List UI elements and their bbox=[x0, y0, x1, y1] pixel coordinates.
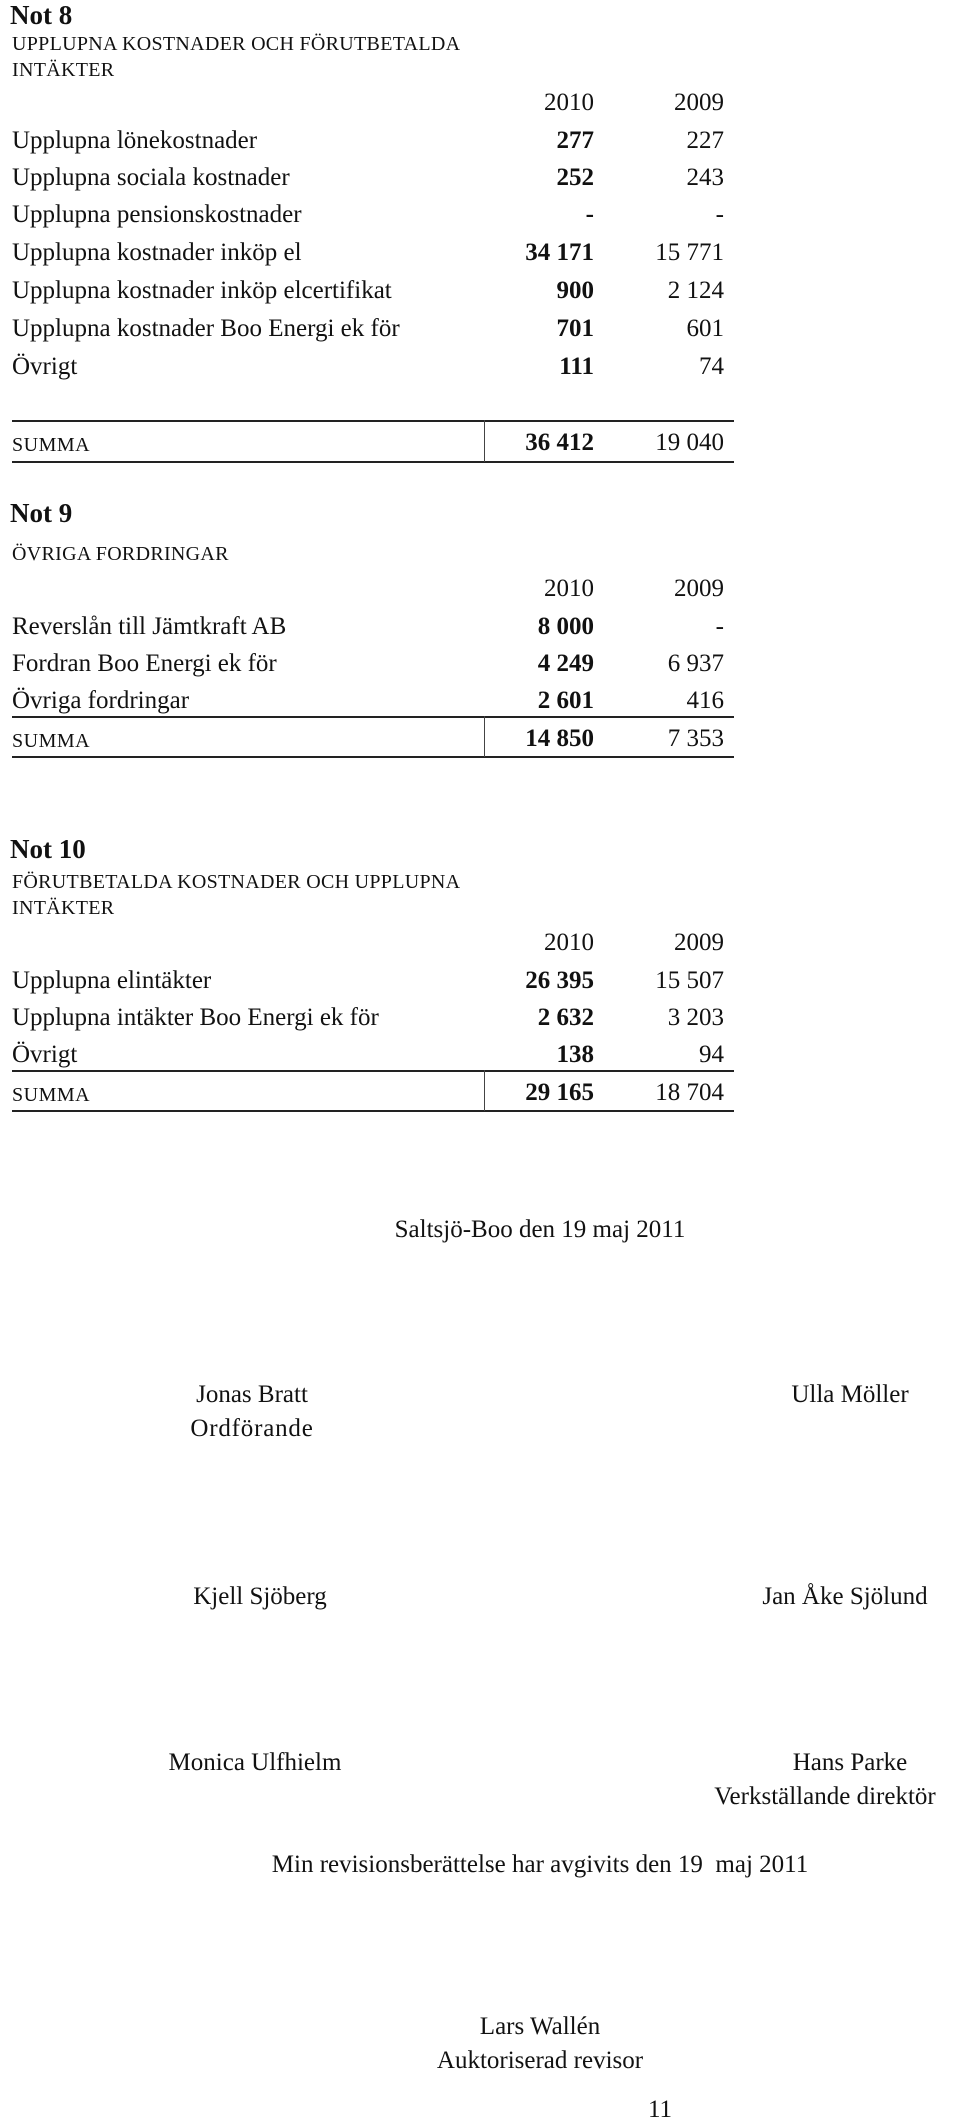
note-10-row-2009: 3 203 bbox=[667, 1004, 724, 1031]
note-8-row-2010: - bbox=[585, 201, 594, 228]
note-9-title: Not 9 bbox=[10, 498, 73, 528]
note-8-sum-label: SUMMA bbox=[12, 434, 91, 456]
note-8-row-2010: 252 bbox=[556, 164, 594, 191]
note-8-row-2009: 601 bbox=[686, 315, 724, 342]
note-8-row-2009: 15 771 bbox=[655, 239, 724, 266]
note-8-row-2010: 277 bbox=[556, 127, 594, 154]
note-8-row-2010: 111 bbox=[559, 353, 594, 380]
note-8-row-2009: 243 bbox=[686, 164, 724, 191]
signatory-name: Jonas Bratt bbox=[196, 1381, 308, 1408]
note-8-sum-top-rule bbox=[12, 420, 734, 422]
note-10-row-2009: 94 bbox=[699, 1041, 724, 1068]
note-8-row-label: Upplupna lönekostnader bbox=[12, 127, 258, 154]
note-8-row-label: Upplupna kostnader inköp el bbox=[12, 239, 302, 266]
note-8-column-divider bbox=[484, 420, 485, 462]
note-8-row-label: Upplupna kostnader Boo Energi ek för bbox=[12, 315, 400, 342]
signatory-name: Jan Åke Sjölund bbox=[762, 1583, 928, 1610]
signatory-name: Kjell Sjöberg bbox=[193, 1583, 327, 1610]
note-8-sum-bottom-rule bbox=[12, 461, 734, 463]
signatory-role: Verkställande direktör bbox=[714, 1783, 936, 1810]
note-9-subtitle: ÖVRIGA FORDRINGAR bbox=[12, 543, 229, 565]
audit-statement: Min revisionsberättelse har avgivits den 19 maj 2011 bbox=[271, 1851, 809, 1878]
signatory-role: Ordförande bbox=[190, 1415, 314, 1442]
note-10-row-label: Upplupna elintäkter bbox=[12, 967, 212, 994]
note-10-row-2010: 138 bbox=[556, 1041, 594, 1068]
note-9-row-label: Övriga fordringar bbox=[12, 687, 190, 714]
note-8-row-label: Upplupna sociala kostnader bbox=[12, 164, 290, 191]
note-8-subtitle-line2: INTÄKTER bbox=[12, 59, 115, 81]
note-8-row-label: Övrigt bbox=[12, 353, 78, 380]
note-8-row-2009: - bbox=[715, 201, 724, 228]
note-9-row-label: Fordran Boo Energi ek för bbox=[12, 650, 277, 677]
note-10-subtitle-line2: INTÄKTER bbox=[12, 897, 115, 919]
note-9-header-2010: 2010 bbox=[544, 575, 594, 602]
note-10-header-2010: 2010 bbox=[544, 929, 594, 956]
page-number: 11 bbox=[647, 2096, 673, 2123]
note-10-sum-2010: 29 165 bbox=[525, 1079, 594, 1106]
note-10-sum-2009: 18 704 bbox=[655, 1079, 724, 1106]
note-10-row-2010: 2 632 bbox=[537, 1004, 594, 1031]
note-8-sum-2010: 36 412 bbox=[525, 429, 594, 456]
note-8-title: Not 8 bbox=[10, 0, 73, 30]
auditor-name: Lars Wallén bbox=[479, 2013, 601, 2040]
note-10-sum-top-rule bbox=[12, 1070, 734, 1072]
note-9-row-2009: 416 bbox=[686, 687, 724, 714]
note-8-row-2009: 227 bbox=[686, 127, 724, 154]
note-10-row-label: Övrigt bbox=[12, 1041, 78, 1068]
note-8-header-2010: 2010 bbox=[544, 89, 594, 116]
signatory-name: Ulla Möller bbox=[791, 1381, 909, 1408]
note-9-row-2010: 8 000 bbox=[537, 613, 594, 640]
note-9-row-2009: - bbox=[715, 613, 724, 640]
note-10-subtitle-line1: FÖRUTBETALDA KOSTNADER OCH UPPLUPNA bbox=[12, 871, 461, 893]
note-8-header-2009: 2009 bbox=[674, 89, 724, 116]
place-date: Saltsjö-Boo den 19 maj 2011 bbox=[394, 1216, 686, 1243]
signatory-name: Hans Parke bbox=[792, 1749, 908, 1776]
note-9-sum-top-rule bbox=[12, 716, 734, 718]
note-9-row-2010: 2 601 bbox=[537, 687, 594, 714]
note-10-title: Not 10 bbox=[10, 834, 86, 864]
note-8-row-2009: 74 bbox=[699, 353, 724, 380]
note-9-sum-label: SUMMA bbox=[12, 730, 91, 752]
note-8-row-2010: 701 bbox=[556, 315, 594, 342]
signatory-name: Monica Ulfhielm bbox=[168, 1749, 342, 1776]
note-8-row-2010: 34 171 bbox=[525, 239, 594, 266]
note-10-sum-bottom-rule bbox=[12, 1110, 734, 1112]
note-10-row-2009: 15 507 bbox=[655, 967, 724, 994]
note-9-sum-bottom-rule bbox=[12, 756, 734, 758]
note-8-subtitle-line1: UPPLUPNA KOSTNADER OCH FÖRUTBETALDA bbox=[12, 33, 461, 55]
note-9-row-label: Reverslån till Jämtkraft AB bbox=[12, 613, 287, 640]
note-9-column-divider bbox=[484, 716, 485, 757]
note-9-header-2009: 2009 bbox=[674, 575, 724, 602]
note-8-row-2010: 900 bbox=[556, 277, 594, 304]
note-10-row-2010: 26 395 bbox=[525, 967, 594, 994]
note-9-row-2009: 6 937 bbox=[667, 650, 724, 677]
note-10-row-label: Upplupna intäkter Boo Energi ek för bbox=[12, 1004, 379, 1031]
note-10-sum-label: SUMMA bbox=[12, 1084, 91, 1106]
note-10-header-2009: 2009 bbox=[674, 929, 724, 956]
note-10-column-divider bbox=[484, 1070, 485, 1111]
note-9-row-2010: 4 249 bbox=[537, 650, 594, 677]
auditor-role: Auktoriserad revisor bbox=[436, 2047, 644, 2074]
note-8-row-label: Upplupna pensionskostnader bbox=[12, 201, 302, 228]
note-9-sum-2010: 14 850 bbox=[525, 725, 594, 752]
note-8-sum-2009: 19 040 bbox=[655, 429, 724, 456]
note-9-sum-2009: 7 353 bbox=[667, 725, 724, 752]
note-8-row-label: Upplupna kostnader inköp elcertifikat bbox=[12, 277, 392, 304]
note-8-row-2009: 2 124 bbox=[667, 277, 724, 304]
